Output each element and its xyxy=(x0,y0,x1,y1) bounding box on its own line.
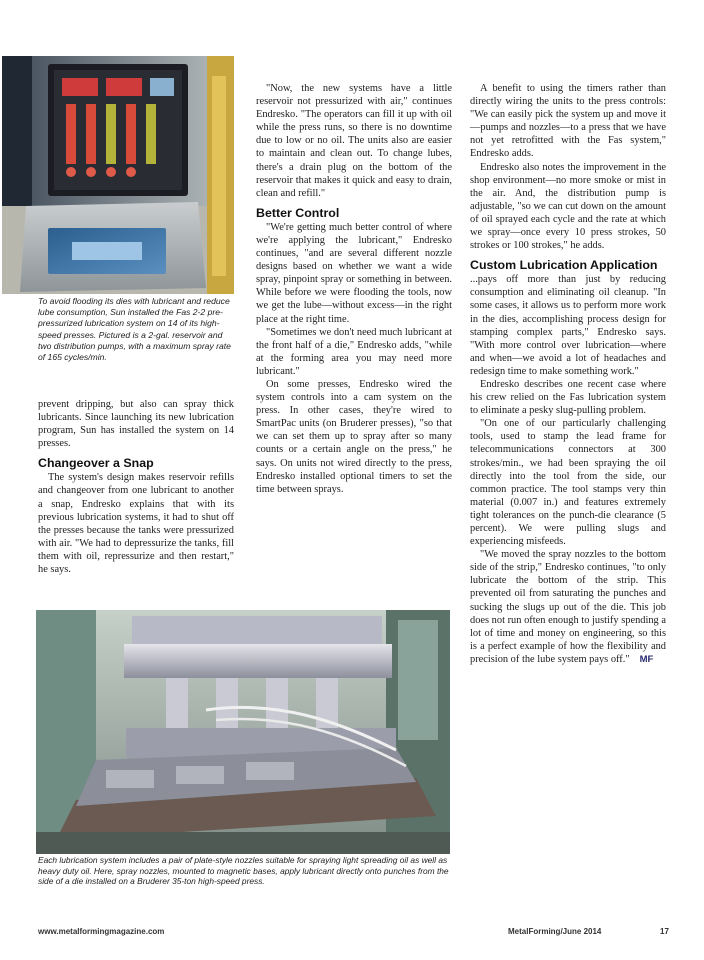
page-number: 17 xyxy=(660,927,669,936)
end-of-article-mark: MF xyxy=(639,653,654,665)
column-middle xyxy=(256,82,452,496)
paragraph-text: "We moved the spray nozzles to the bottom side of the strip," Endresko continues, "to only lubricate the bottom of the strip. This prevented oil from saturating the punches and sucking the slugs up out of the die. This job does not run often enough to justify spending a lot of time and money on engineering, so this is a perfect example of how the flexibility and precision of the lube system pays off." xyxy=(470,549,666,665)
bottom-photo-caption: Each lubrication system includes a pair of plate-style nozzles suitable for spraying light spreading oil as well as heavy duty oil. Here, spray nozzles, mounted to magnetic bases, apply lubricant directly onto punches from the side of a die installed on a Bruderer 35-ton high-speed press. xyxy=(38,855,449,887)
paragraph: "Sometimes we don't need much lubricant at the front half of a die," Endresko adds, "while at the forming area you may need more lubricant." xyxy=(256,326,452,377)
lube-system-illustration xyxy=(2,56,234,294)
footer-issue: MetalForming/June 2014 xyxy=(508,927,602,936)
paragraph: ...pays off more than just by reducing consumption and eliminating oil cleanup. "In some cases, it allows us to perform more work in the dies, accomplishing process design for stamping complex parts," Endresko says. "With more control over lubrication—where and when—we avoid a lot of headaches and redesign time to make something work." xyxy=(470,274,666,377)
paragraph: Endresko also notes the improvement in the shop environment—no more smoke or mist in the air. And, the distribution pump is adjustable, "so we can cut down on the amount of oil sprayed each cycle and the rate at which we spray—once every 10 press strokes, 50 strokes or 100 strokes," he adds. xyxy=(470,161,666,252)
paragraph: Endresko describes one recent case where his crew relied on the Fas lubrication system to eliminate a pesky slug-pulling problem. xyxy=(470,378,666,417)
top-photo-caption: To avoid flooding its dies with lubricant and reduce lube consumption, Sun installed the Fas 2-2 pre-pressurized lubrication system on 14 of its high-speed presses. Pictured is a 2-gal. reservoir and two distribution pumps, with a maximum spray rate of 165 cycles/min. xyxy=(38,296,231,363)
paragraph: prevent dripping, but also can spray thick lubricants. Since launching its new lubrication program, Sun has installed the system on 14 presses. xyxy=(38,399,234,450)
column-left xyxy=(38,398,234,576)
paragraph: On some presses, Endresko wired the system controls into a cam system on the press. In other cases, they're wired to SmartPac units (on Bruderer presses), "so that we can set them up to spray after so many counts or a certain angle on the press," he says. On units not wired directly to the press, Endresko installed optional timers to set the time between sprays. xyxy=(256,378,452,495)
lube-system-photo xyxy=(2,56,234,294)
section-heading-changeover: Changeover a Snap xyxy=(38,456,154,471)
die-press-illustration xyxy=(36,610,450,854)
section-heading-custom-lubrication: Custom Lubrication Application xyxy=(470,258,658,273)
paragraph: "On one of our particularly challenging tools, used to stamp the lead frame for telecommunications connectors at 300 strokes/min., we had been spraying the oil directly into the tool from the side, our common practice. The tool stamps very thin material (0.007 in.) and features extremely tight tolerances on the punch-die clearance (5 percent). We were pulling slugs and experiencing misfeeds. xyxy=(470,418,666,548)
paragraph: The system's design makes reservoir refills and changeover from one lubricant to another a snap, Endresko explains that with its previous lubrication systems, it had to shut off the presses because the tanks were pressurized with air. "We had to depressurize the tanks, fill them with oil, repressurize and then restart," he says. xyxy=(38,472,234,576)
column-right xyxy=(470,82,666,666)
paragraph: "Now, the new systems have a little reservoir not pressurized with air," continues Endresko. "The operators can fill it up with oil while the press runs, so there is no downtime due to low or no oil. The units also are easier to maintain and clean out. To change lubes, there's a drain plug on the bottom of the reservoir that makes it quick and easy to drain, clean and refill." xyxy=(256,83,452,199)
spray-nozzle-photo xyxy=(36,610,450,854)
paragraph: A benefit to using the timers rather than directly wiring the units to the press controls: "We can easily pick the system up and move it—pumps and nozzles—to a press that we have not yet retrofitted with the Fas system," Endresko adds. xyxy=(470,83,666,160)
section-heading-better-control: Better Control xyxy=(256,205,340,220)
footer-url: www.metalformingmagazine.com xyxy=(38,927,165,936)
paragraph xyxy=(470,548,666,666)
paragraph: "We're getting much better control of where we're applying the lubricant," Endresko continues, "and are several different nozzle designs based on whether we want a wide spray, pinpoint spray or something in between. While before we were flooding the tools, now we get the lube—without excess—in the right place at the right time. xyxy=(256,221,452,325)
